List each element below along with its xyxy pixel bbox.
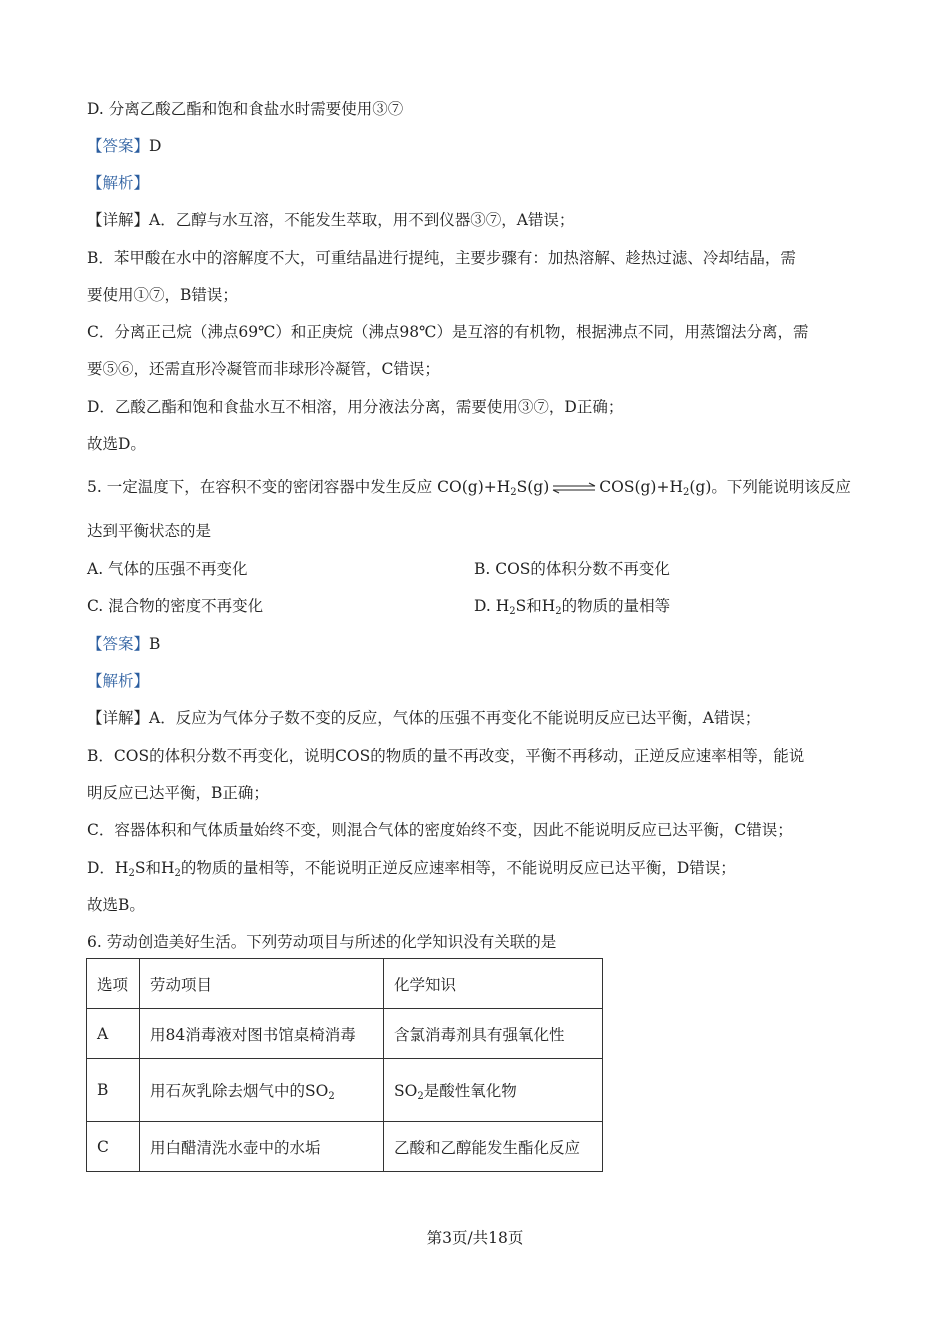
cell-text: 用石灰乳除去烟气中的SO xyxy=(150,1082,329,1100)
q4-detail-a xyxy=(87,210,574,230)
answer-label: 【答案】 xyxy=(87,635,150,653)
detail-text: 的物质的量相等，不能说明正逆反应速率相等，不能说明反应已达平衡，D错误； xyxy=(180,859,736,877)
table-cell: 用白醋清洗水壶中的水垢 xyxy=(140,1122,384,1172)
table-cell: 含氯消毒剂具有强氧化性 xyxy=(384,1009,603,1059)
reactant-text: CO(g)+H xyxy=(437,478,511,496)
stem-suffix: 。下列能说明该反应 xyxy=(711,478,851,496)
subscript: 2 xyxy=(128,868,135,879)
table-header: 选项 xyxy=(87,959,140,1009)
q5-stem-line1 xyxy=(87,477,851,497)
reactant-text: S(g) xyxy=(516,478,550,496)
q5-option-b: B. COS的体积分数不再变化 xyxy=(474,560,670,578)
stem-prefix: 5. 一定温度下，在容积不变的密闭容器中发生反应 xyxy=(87,478,438,496)
subscript: 2 xyxy=(174,868,181,879)
table-row xyxy=(87,1122,603,1172)
table-cell: B xyxy=(87,1059,140,1122)
q5-detail-c: C．容器体积和气体质量始终不变，则混合气体的密度始终不变，因此不能说明反应已达平衡，C错误； xyxy=(87,821,793,839)
table-cell: 用84消毒液对图书馆桌椅消毒 xyxy=(140,1009,384,1059)
cell-text: SO xyxy=(394,1082,418,1100)
q5-stem-line2: 达到平衡状态的是 xyxy=(87,522,212,540)
q5-detail-b1: B．COS的体积分数不再变化，说明COS的物质的量不再改变，平衡不再移动，正逆反应速率相等，能说 xyxy=(87,747,805,765)
q4-detail-c1: C．分离正己烷（沸点69℃）和正庚烷（沸点98℃）是互溶的有机物，根据沸点不同，用蒸馏法分离，需 xyxy=(87,323,809,341)
detail-text: D．H xyxy=(87,859,129,877)
q4-conclusion: 故选D。 xyxy=(87,435,146,453)
subscript: 2 xyxy=(510,487,517,498)
equilibrium-arrow-icon xyxy=(551,482,597,494)
detail-text: A．乙醇与水互溶，不能发生萃取，用不到仪器③⑦，A错误； xyxy=(149,211,575,229)
q5-option-a: A. 气体的压强不再变化 xyxy=(87,560,248,578)
q5-option-d xyxy=(474,596,670,616)
q4-detail-b2: 要使用①⑦，B错误； xyxy=(87,286,238,304)
q4-analysis-label: 【解析】 xyxy=(87,174,150,192)
table-cell xyxy=(140,1059,384,1122)
q4-answer xyxy=(87,136,161,156)
table-cell: A xyxy=(87,1009,140,1059)
q5-detail-d xyxy=(87,858,736,878)
q6-stem: 6. 劳动创造美好生活。下列劳动项目与所述的化学知识没有关联的是 xyxy=(87,933,557,951)
page-footer: 第3页/共18页 xyxy=(426,1229,524,1247)
q5-conclusion: 故选B。 xyxy=(87,896,145,914)
detail-label: 【详解】 xyxy=(87,709,150,727)
subscript: 2 xyxy=(509,606,516,617)
q4-detail-b1: B．苯甲酸在水中的溶解度不大，可重结晶进行提纯，主要步骤有：加热溶解、趁热过滤、冷却结晶，需 xyxy=(87,249,796,267)
subscript: 2 xyxy=(417,1091,424,1102)
table-cell: C xyxy=(87,1122,140,1172)
table-row xyxy=(87,1059,603,1122)
answer-value: B xyxy=(149,635,161,653)
q6-table xyxy=(86,958,603,1172)
option-text: 的物质的量相等 xyxy=(561,597,671,615)
cell-text: 是酸性氧化物 xyxy=(423,1082,517,1100)
table-header: 劳动项目 xyxy=(140,959,384,1009)
q5-detail-a xyxy=(87,708,760,728)
detail-text: A．反应为气体分子数不变的反应，气体的压强不再变化不能说明反应已达平衡，A错误； xyxy=(149,709,761,727)
product-text: (g) xyxy=(689,478,712,496)
answer-value: D xyxy=(149,137,162,155)
q5-analysis-label: 【解析】 xyxy=(87,672,150,690)
q4-detail-c2: 要⑤⑥，还需直形冷凝管而非球形冷凝管，C错误； xyxy=(87,360,440,378)
product-text: COS(g)+H xyxy=(599,478,683,496)
q4-option-d: D. 分离乙酸乙酯和饱和食盐水时需要使用③⑦ xyxy=(87,100,404,118)
q5-option-c: C. 混合物的密度不再变化 xyxy=(87,597,264,615)
table-header: 化学知识 xyxy=(384,959,603,1009)
subscript: 2 xyxy=(328,1091,335,1102)
table-row xyxy=(87,1009,603,1059)
q5-detail-b2: 明反应已达平衡，B正确； xyxy=(87,784,269,802)
detail-text: S和H xyxy=(134,859,175,877)
answer-label: 【答案】 xyxy=(87,137,150,155)
table-header-row xyxy=(87,959,603,1009)
option-text: D. H xyxy=(474,597,510,615)
table-cell xyxy=(384,1059,603,1122)
table-cell: 乙酸和乙醇能发生酯化反应 xyxy=(384,1122,603,1172)
q5-answer xyxy=(87,634,160,654)
subscript: 2 xyxy=(682,487,690,498)
q4-detail-d: D．乙酸乙酯和饱和食盐水互不相溶，用分液法分离，需要使用③⑦，D正确； xyxy=(87,398,624,416)
option-text: S和H xyxy=(515,597,556,615)
detail-label: 【详解】 xyxy=(87,211,150,229)
subscript: 2 xyxy=(555,606,562,617)
